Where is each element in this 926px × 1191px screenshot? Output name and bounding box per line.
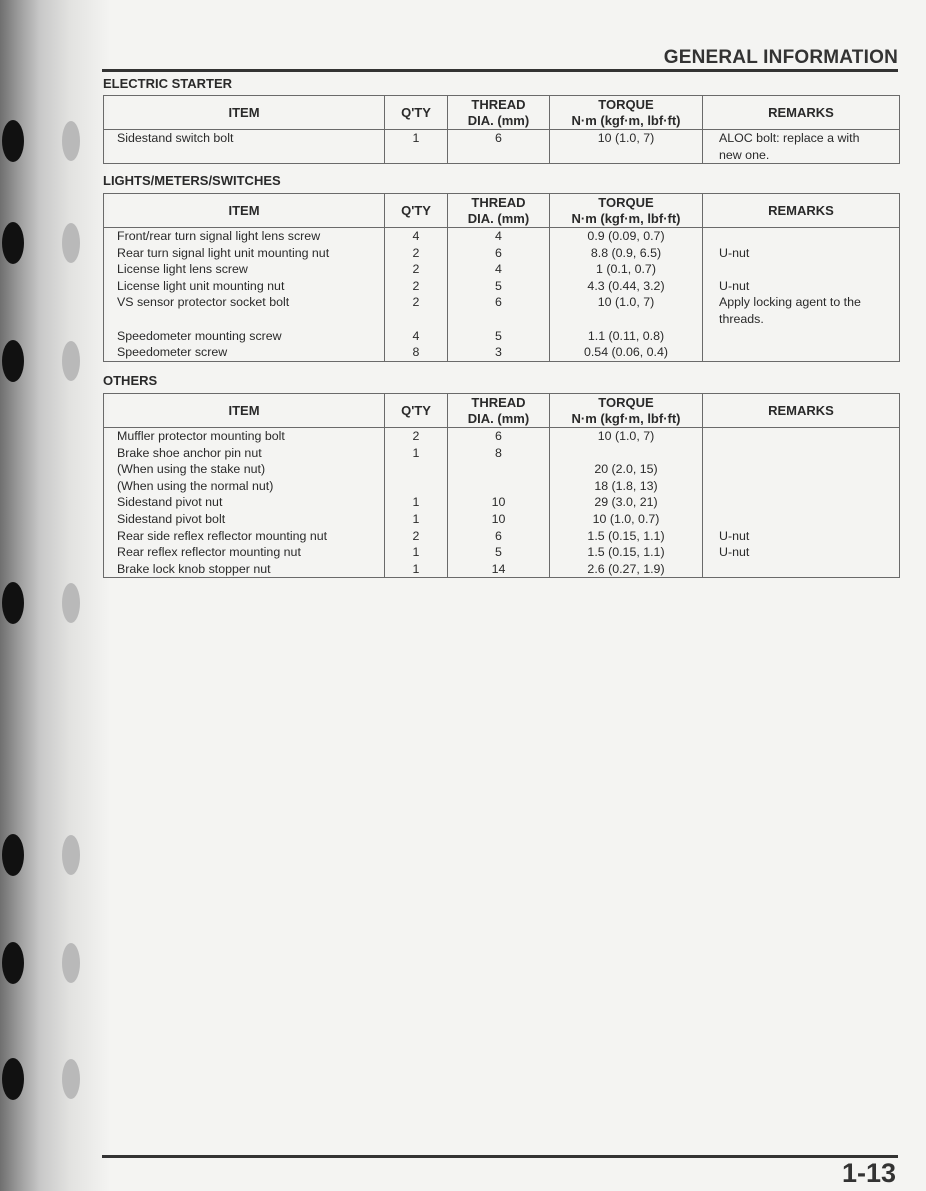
- binder-hole-shadow: [62, 1059, 80, 1099]
- binder-hole: [2, 222, 24, 264]
- torque-table-others: [103, 393, 900, 578]
- column-header-thread: THREAD DIA. (mm): [448, 394, 550, 428]
- header-rule: [102, 69, 898, 72]
- remarks-cell: U-nut U-nut Apply locking agent to the threads.: [703, 228, 900, 362]
- item-cell: Sidestand switch bolt: [104, 130, 385, 164]
- thread-cell: 6: [448, 130, 550, 164]
- column-header-qty: Q'TY: [385, 96, 448, 130]
- torque-cell: 10 (1.0, 7) 20 (2.0, 15) 18 (1.8, 13) 29 (3.0, 21) 10 (1.0, 0.7) 1.5 (0.15, 1.1) 1.5 (0.15, 1.1) 2.6 (0.27, 1.9): [550, 428, 703, 578]
- table-header-row: [104, 96, 900, 130]
- binder-hole: [2, 120, 24, 162]
- remarks-cell: ALOC bolt: replace a with new one.: [703, 130, 900, 164]
- table-row: [104, 130, 900, 164]
- binder-hole-shadow: [62, 835, 80, 875]
- column-header-torque: TORQUE N·m (kgf·m, lbf·ft): [550, 194, 703, 228]
- torque-table-electric-starter: [103, 95, 900, 164]
- section-title-lights-meters-switches: LIGHTS/METERS/SWITCHES: [103, 173, 281, 188]
- column-header-qty: Q'TY: [385, 394, 448, 428]
- item-cell: Front/rear turn signal light lens screw Rear turn signal light unit mounting nut License light lens screw License light unit mounting nut VS sensor protector socket bolt Speedometer mounting screw Speedometer screw: [104, 228, 385, 362]
- section-title-electric-starter: ELECTRIC STARTER: [103, 76, 233, 91]
- footer-rule: [102, 1155, 898, 1158]
- table-header-row: [104, 394, 900, 428]
- column-header-remarks: REMARKS: [703, 194, 900, 228]
- binder-hole: [2, 340, 24, 382]
- table-row: [104, 428, 900, 578]
- thread-cell: 4 6 4 5 6 5 3: [448, 228, 550, 362]
- remarks-cell: U-nut U-nut: [703, 428, 900, 578]
- torque-table-lights-meters-switches: [103, 193, 900, 362]
- binder-hole-shadow: [62, 341, 80, 381]
- page-number: 1-13: [841, 1158, 896, 1188]
- binder-hole-shadow: [62, 223, 80, 263]
- binder-hole-shadow: [62, 583, 80, 623]
- qty-cell: 2 1 1 1 2 1 1: [385, 428, 448, 578]
- column-header-item: ITEM: [104, 394, 385, 428]
- item-cell: Muffler protector mounting bolt Brake shoe anchor pin nut (When using the stake nut) (When using the normal nut) Sidestand pivot nut Sidestand pivot bolt Rear side reflex reflector mounting nut Rear reflex reflector mounting nut Brake lock knob stopper nut: [104, 428, 385, 578]
- column-header-torque: TORQUE N·m (kgf·m, lbf·ft): [550, 96, 703, 130]
- column-header-item: ITEM: [104, 96, 385, 130]
- binder-hole-shadow: [62, 121, 80, 161]
- binder-hole: [2, 582, 24, 624]
- column-header-remarks: REMARKS: [703, 96, 900, 130]
- column-header-remarks: REMARKS: [703, 394, 900, 428]
- column-header-thread: THREAD DIA. (mm): [448, 194, 550, 228]
- qty-cell: 1: [385, 130, 448, 164]
- table-header-row: [104, 194, 900, 228]
- page-header-title: GENERAL INFORMATION: [663, 47, 898, 68]
- binder-hole: [2, 1058, 24, 1100]
- column-header-qty: Q'TY: [385, 194, 448, 228]
- torque-cell: 0.9 (0.09, 0.7) 8.8 (0.9, 6.5) 1 (0.1, 0.7) 4.3 (0.44, 3.2) 10 (1.0, 7) 1.1 (0.11, 0.8) 0.54 (0.06, 0.4): [550, 228, 703, 362]
- column-header-item: ITEM: [104, 194, 385, 228]
- column-header-thread: THREAD DIA. (mm): [448, 96, 550, 130]
- table-row: [104, 228, 900, 362]
- binder-hole: [2, 834, 24, 876]
- qty-cell: 4 2 2 2 2 4 8: [385, 228, 448, 362]
- binder-hole-shadow: [62, 943, 80, 983]
- thread-cell: 6 8 10 10 6 5 14: [448, 428, 550, 578]
- binder-hole: [2, 942, 24, 984]
- torque-cell: 10 (1.0, 7): [550, 130, 703, 164]
- section-title-others: OTHERS: [103, 373, 158, 388]
- column-header-torque: TORQUE N·m (kgf·m, lbf·ft): [550, 394, 703, 428]
